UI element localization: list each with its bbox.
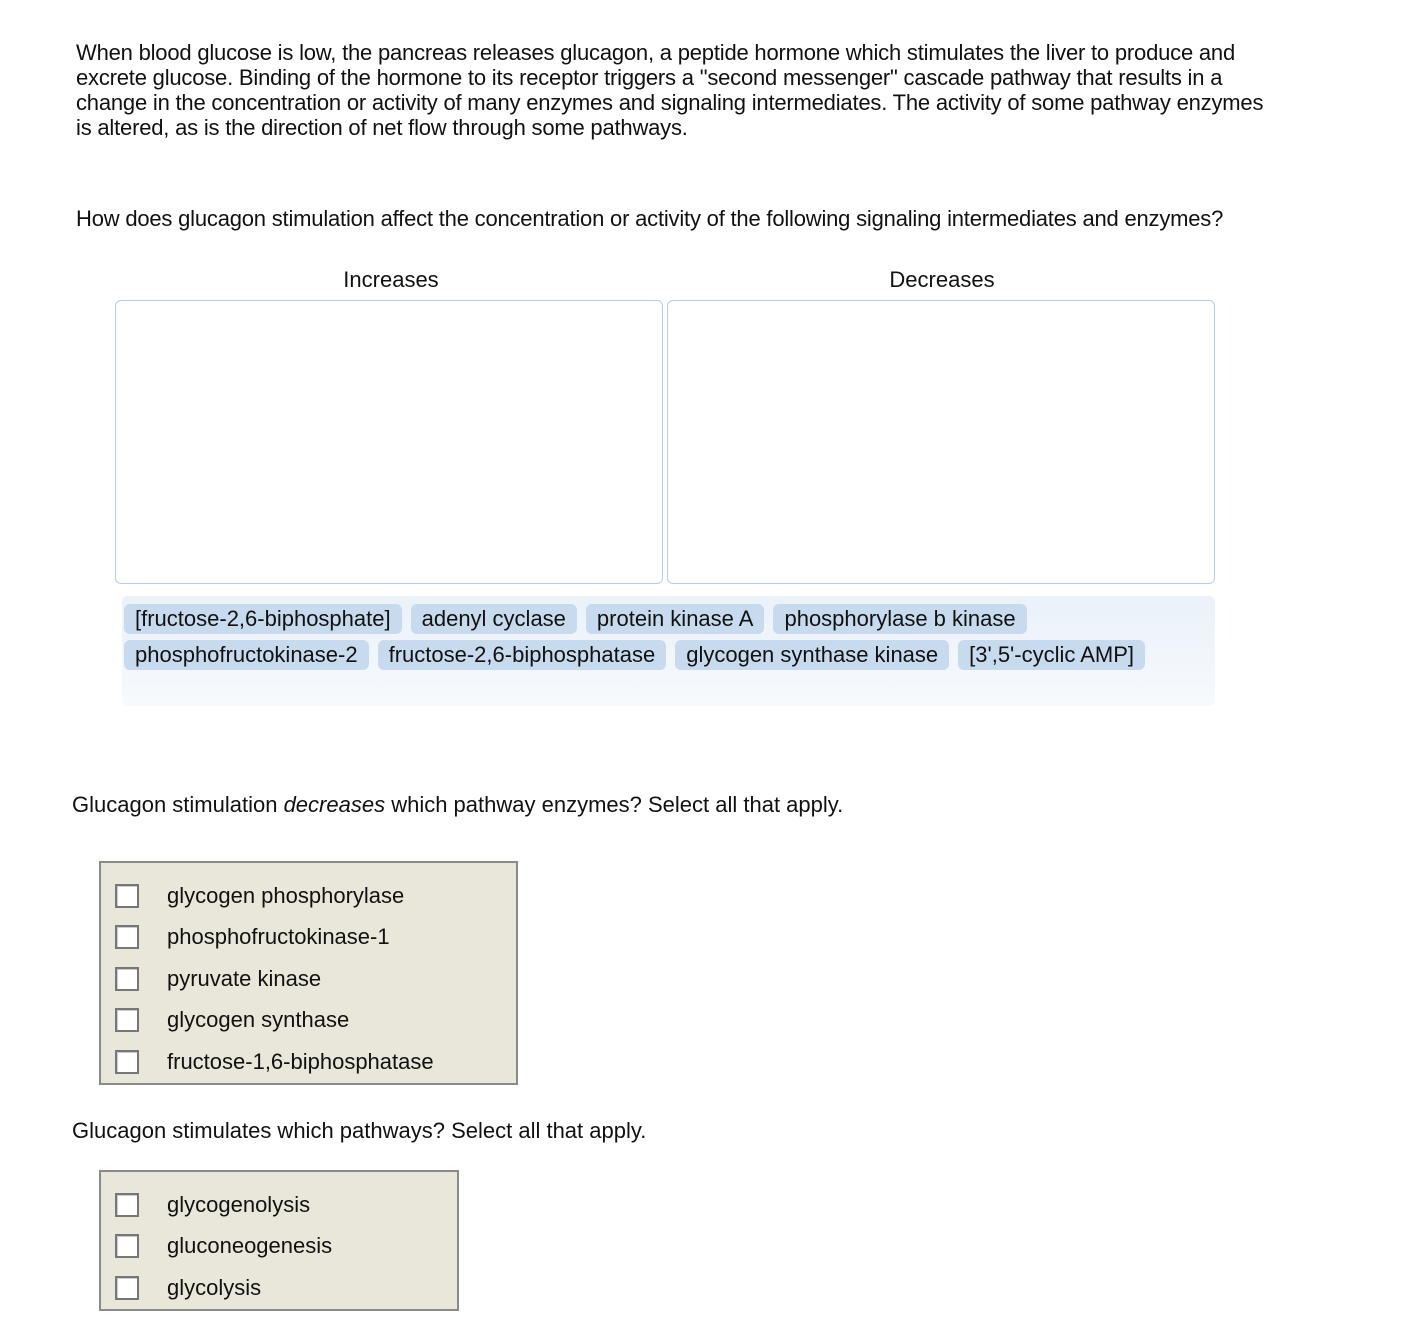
checkbox[interactable]: [115, 967, 139, 991]
increases-header: Increases: [343, 267, 439, 292]
question-text: which pathway enzymes? Select all that apply.: [385, 792, 844, 817]
draggable-chip[interactable]: phosphorylase b kinase: [773, 604, 1026, 634]
option-pyruvate-kinase[interactable]: [101, 958, 516, 1000]
draggable-chip[interactable]: [3',5'-cyclic AMP]: [958, 640, 1145, 670]
option-glycolysis[interactable]: [101, 1267, 457, 1309]
checkbox[interactable]: [115, 1050, 139, 1074]
question-decreases: [72, 792, 843, 818]
checkbox[interactable]: [115, 1193, 139, 1217]
option-fructose-1-6-biphosphatase[interactable]: [101, 1041, 516, 1083]
enzyme-checkbox-group: [99, 861, 518, 1085]
option-gluconeogenesis[interactable]: [101, 1226, 457, 1268]
question-text: Glucagon stimulation: [72, 792, 284, 817]
checkbox[interactable]: [115, 1276, 139, 1300]
draggable-chip[interactable]: adenyl cyclase: [411, 604, 577, 634]
question-signaling: How does glucagon stimulation affect the concentration or activity of the following signaling intermediates and enzymes?: [76, 206, 1224, 231]
draggable-chip[interactable]: [fructose-2,6-biphosphate]: [124, 604, 402, 634]
checkbox[interactable]: [115, 1008, 139, 1032]
pathway-checkbox-group: [99, 1170, 459, 1311]
answer-pool: [122, 596, 1215, 706]
draggable-chip[interactable]: glycogen synthase kinase: [675, 640, 949, 670]
question-pathways: Glucagon stimulates which pathways? Select all that apply.: [72, 1118, 647, 1143]
option-glycogenolysis[interactable]: [101, 1184, 457, 1226]
decreases-header: Decreases: [889, 267, 995, 292]
checkbox[interactable]: [115, 1234, 139, 1258]
option-label: glycogen synthase: [167, 1007, 350, 1033]
increases-drop-zone[interactable]: [115, 300, 663, 584]
option-label: pyruvate kinase: [167, 965, 322, 991]
option-label: glycolysis: [167, 1274, 262, 1300]
checkbox[interactable]: [115, 884, 139, 908]
option-glycogen-synthase[interactable]: [101, 1000, 516, 1042]
option-label: fructose-1,6-biphosphatase: [167, 1048, 434, 1074]
intro-paragraph: When blood glucose is low, the pancreas releases glucagon, a peptide hormone which stimulates the liver to produce and excrete glucose. Binding of the hormone to its receptor triggers a "second messenger" cascade pathway that results in a change in the concentration or activity of many enzymes and signaling intermediates. The activity of some pathway enzymes is altered, as is the direction of net flow through some pathways.: [76, 40, 1264, 140]
option-glycogen-phosphorylase[interactable]: [101, 875, 516, 917]
draggable-chip[interactable]: protein kinase A: [586, 604, 765, 634]
option-label: glycogen phosphorylase: [167, 882, 405, 908]
option-label: gluconeogenesis: [167, 1233, 333, 1259]
checkbox[interactable]: [115, 925, 139, 949]
option-phosphofructokinase-1[interactable]: [101, 917, 516, 959]
draggable-chip[interactable]: fructose-2,6-biphosphatase: [378, 640, 667, 670]
question-emphasis: decreases: [283, 792, 386, 817]
decreases-drop-zone[interactable]: [667, 300, 1215, 584]
option-label: phosphofructokinase-1: [167, 924, 390, 950]
option-label: glycogenolysis: [167, 1191, 311, 1217]
draggable-chip[interactable]: phosphofructokinase-2: [124, 640, 369, 670]
